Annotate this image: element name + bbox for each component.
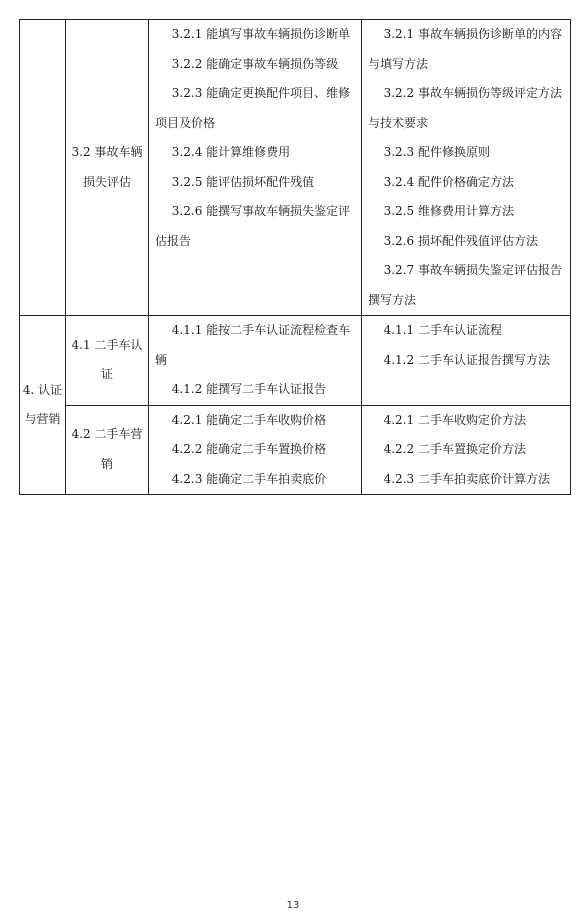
skill-item: 4.2.2 能确定二手车置换价格	[171, 442, 327, 456]
subcategory-cell: 4.1 二手车认证	[66, 316, 149, 406]
blank-line	[155, 256, 357, 286]
skills-table	[19, 19, 571, 495]
skill-item: 3.2.3 能确定更换配件项目、维修项目及价格	[155, 86, 351, 130]
knowledge-item: 3.2.3 配件修换原则	[383, 145, 490, 159]
skill-item: 4.2.1 能确定二手车收购价格	[171, 412, 327, 427]
knowledge-item: 3.2.4 配件价格确定方法	[383, 174, 514, 189]
category-cell	[20, 20, 66, 316]
skill-item: 3.2.1 能填写事故车辆损伤诊断单	[171, 27, 351, 41]
knowledge-item: 3.2.5 维修费用计算方法	[383, 204, 514, 218]
knowledge-cell	[362, 316, 571, 406]
table-row	[20, 20, 571, 316]
page-number: 13	[286, 900, 300, 911]
skill-item: 4.1.1 能按二手车认证流程检查车辆	[155, 323, 351, 367]
skill-item: 3.2.2 能确定事故车辆损伤等级	[171, 56, 339, 71]
knowledge-cell	[362, 405, 571, 495]
category-cell: 4. 认证与营销	[20, 316, 66, 495]
knowledge-item: 3.2.2 事故车辆损伤等级评定方法与技术要求	[368, 86, 562, 130]
table-row	[20, 405, 571, 495]
knowledge-item: 4.2.1 二手车收购定价方法	[383, 412, 526, 427]
knowledge-item: 4.2.2 二手车置换定价方法	[383, 442, 526, 456]
skill-item: 3.2.5 能评估损坏配件残值	[171, 174, 315, 189]
knowledge-item: 4.2.3 二手车拍卖底价计算方法	[383, 471, 550, 486]
table-row	[20, 316, 571, 406]
subcategory-cell: 3.2 事故车辆损失评估	[66, 20, 149, 316]
skills-cell	[149, 20, 362, 316]
skill-item: 3.2.6 能撰写事故车辆损失鉴定评估报告	[155, 204, 351, 248]
knowledge-item: 3.2.6 损坏配件残值评估方法	[383, 233, 538, 248]
knowledge-item: 4.1.2 二手车认证报告撰写方法	[383, 352, 550, 367]
knowledge-item: 4.1.1 二手车认证流程	[383, 323, 502, 337]
knowledge-item: 3.2.7 事故车辆损失鉴定评估报告撰写方法	[368, 263, 562, 307]
knowledge-item: 3.2.1 事故车辆损伤诊断单的内容与填写方法	[368, 27, 562, 71]
skills-cell	[149, 405, 362, 495]
knowledge-cell	[362, 20, 571, 316]
subcategory-cell: 4.2 二手车营销	[66, 405, 149, 495]
skills-cell	[149, 316, 362, 406]
skill-item: 3.2.4 能计算维修费用	[171, 145, 291, 159]
skill-item: 4.2.3 能确定二手车拍卖底价	[171, 471, 327, 486]
skill-item: 4.1.2 能撰写二手车认证报告	[171, 382, 327, 396]
